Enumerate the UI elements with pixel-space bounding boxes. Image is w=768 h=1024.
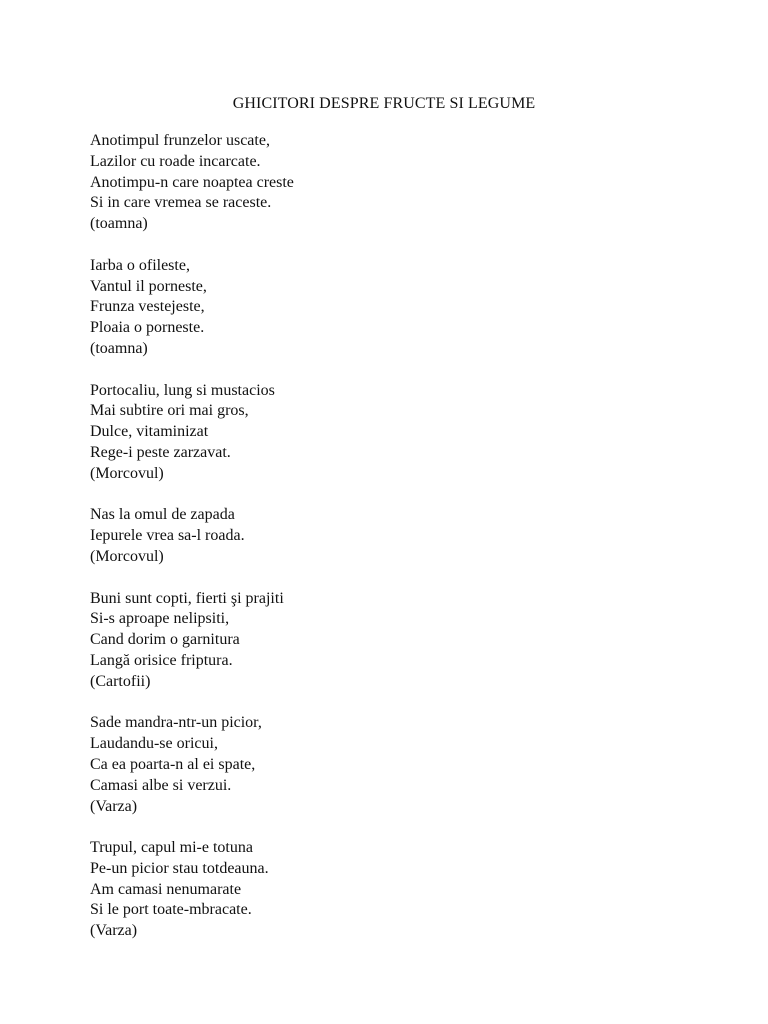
riddle-answer: (toamna) [90,215,148,233]
riddle-answer: (toamna) [90,339,148,357]
riddle-line: Trupul, capul mi-e totuna [90,839,253,857]
riddle-answer: (Morcovul) [90,547,164,565]
riddle-line: Buni sunt copti, fierti şi prajiti [90,589,284,607]
riddle-line: Ca ea poarta-n al ei spate, [90,755,256,773]
stanza-gap [90,235,690,256]
riddle-line: Pe-un picior stau totdeauna. [90,859,269,877]
riddle-line: Si le port toate-mbracate. [90,901,252,919]
riddle-stanza [90,381,690,485]
document-title: GHICITORI DESPRE FRUCTE SI LEGUME [232,95,536,112]
stanza-gap [90,568,690,589]
riddle-line: Iarba o ofileste, [90,256,190,274]
riddle-stanza [90,838,690,942]
riddles-list [90,131,690,942]
stanza-gap [90,693,690,714]
riddle-line: Laudandu-se oricui, [90,735,218,753]
riddle-stanza [90,256,690,360]
riddle-line: Mai subtire ori mai gros, [90,402,249,420]
riddle-line: Vantul il porneste, [90,277,207,295]
riddle-line: Si in care vremea se raceste. [90,194,272,212]
riddle-line: Langă orisice friptura. [90,651,233,669]
riddle-answer: (Morcovul) [90,464,164,482]
riddle-stanza [90,131,690,235]
riddle-line: Si-s aproape nelipsiti, [90,610,230,628]
riddle-line: Cand dorim o garnitura [90,631,240,649]
riddle-line: Lazilor cu roade incarcate. [90,152,261,170]
stanza-gap [90,360,690,381]
riddle-line: Sade mandra-ntr-un picior, [90,714,262,732]
riddle-line: Ploaia o porneste. [90,319,205,337]
riddle-line: Dulce, vitaminizat [90,423,209,441]
riddle-line: Camasi albe si verzui. [90,776,232,794]
riddle-line: Frunza vestejeste, [90,298,205,316]
stanza-gap [90,817,690,838]
riddle-line: Rege-i peste zarzavat. [90,443,231,461]
riddle-line: Am camasi nenumarate [90,880,242,898]
riddle-answer: (Cartofii) [90,672,151,690]
riddle-line: Iepurele vrea sa-l roada. [90,527,245,545]
riddle-line: Anotimpu-n care noaptea creste [90,173,294,191]
riddle-stanza [90,713,690,817]
riddle-line: Portocaliu, lung si mustacios [90,381,275,399]
riddle-stanza [90,589,690,693]
riddle-stanza [90,505,690,567]
riddle-answer: (Varza) [90,797,138,815]
riddle-line: Nas la omul de zapada [90,506,235,524]
riddle-line: Anotimpul frunzelor uscate, [90,132,270,149]
riddle-answer: (Varza) [90,922,138,940]
stanza-gap [90,485,690,506]
